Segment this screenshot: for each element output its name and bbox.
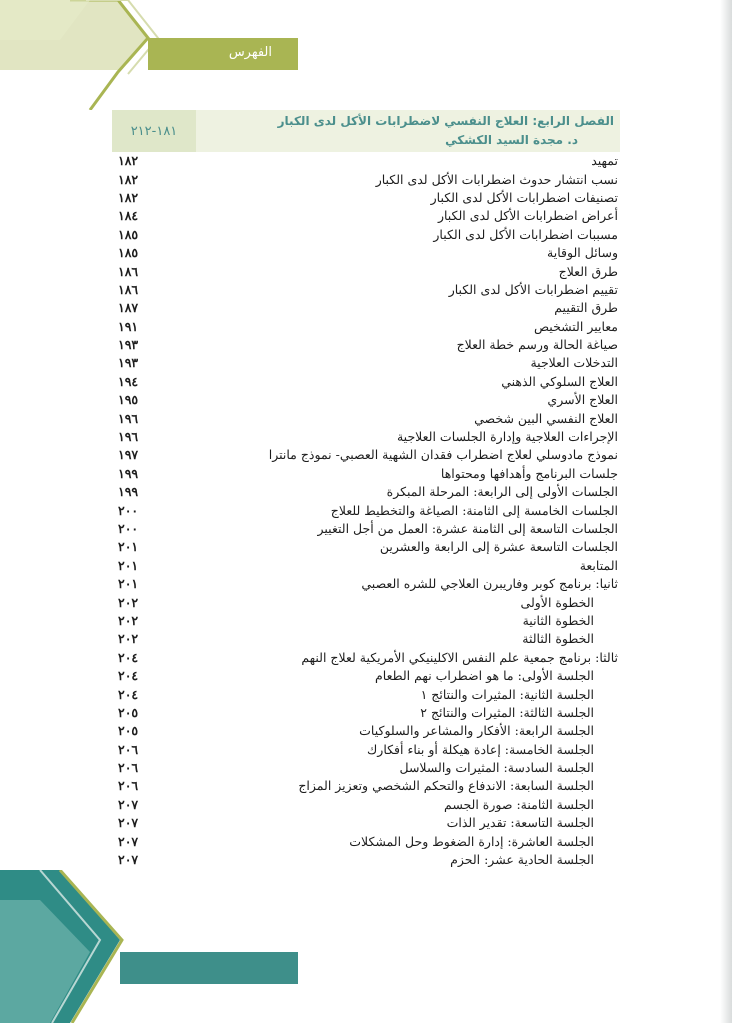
toc-entry: [118, 520, 618, 538]
toc-entry-page: ٢٠٢: [118, 594, 139, 610]
toc-entry: [118, 409, 618, 427]
toc-entry-page: ١٩٣: [118, 355, 139, 371]
toc-entry-page: ١٩٤: [118, 373, 139, 389]
toc-entry-title: معايير التشخيص: [533, 318, 618, 334]
toc-entry-title: صياغة الحالة ورسم خطة العلاج: [456, 337, 618, 353]
toc-entry-title: الجلسة الثانية: المثيرات والنتائج ١: [420, 686, 594, 702]
toc-entry: [118, 299, 618, 317]
toc-entry: [118, 741, 618, 759]
toc-entry-page: ٢٠٤: [118, 686, 139, 702]
toc-entry: [118, 373, 618, 391]
toc-entry-page: ١٨٢: [118, 189, 139, 205]
toc-entry: [118, 207, 618, 225]
toc-entry: [118, 630, 618, 648]
toc-entry: [118, 593, 618, 611]
toc-entry-title: الجلسة الثالثة: المثيرات والنتائج ٢: [420, 704, 594, 720]
toc-entry-title: الخطوة الثالثة: [522, 631, 594, 647]
toc-entry: [118, 446, 618, 464]
toc-entry-page: ٢٠٦: [118, 778, 139, 794]
toc-entry: [118, 722, 618, 740]
toc-entry-title: العلاج الأسري: [547, 392, 618, 408]
toc-entry-title: ثالثا: برنامج جمعية علم النفس الاكلينيكي الأمريكية لعلاج النهم: [301, 649, 618, 665]
toc-entry-page: ١٩٩: [118, 484, 139, 500]
toc-entry-title: العلاج النفسي البين شخصي: [474, 410, 618, 426]
toc-entry-title: الجلسات التاسعة إلى الثامنة عشرة: العمل من أجل التغيير: [317, 521, 618, 536]
toc-entry-title: جلسات البرنامج وأهدافها ومحتواها: [440, 465, 618, 481]
toc-entry-page: ١٩٩: [118, 465, 139, 481]
toc-entry-title: وسائل الوقاية: [547, 245, 618, 261]
toc-entry: [118, 667, 618, 685]
chapter-page-range: ١٨١-٢١٢: [112, 110, 196, 152]
toc-entry-page: ١٨٤: [118, 208, 139, 224]
toc-entry-title: تصنيفات اضطرابات الأكل لدى الكبار: [430, 189, 618, 205]
toc-entry: [118, 428, 618, 446]
toc-entry: [118, 557, 618, 575]
toc-entry: [118, 501, 618, 519]
toc-entry: [118, 649, 618, 667]
toc-entry-page: ١٩٣: [118, 337, 139, 353]
toc-entry-page: ١٨٦: [118, 281, 139, 297]
toc-entry-page: ١٨٢: [118, 153, 139, 169]
toc-entry-page: ١٩٦: [118, 429, 139, 445]
toc-entry-page: ٢٠٧: [118, 852, 139, 868]
toc-entry-title: الخطوة الأولى: [520, 594, 594, 610]
toc-entry: [118, 814, 618, 832]
toc-entry-title: نموذج مادوسلي لعلاج اضطراب فقدان الشهية العصبي- نموذج مانترا: [268, 447, 618, 463]
toc-entry: [118, 336, 618, 354]
toc-entry-page: ٢٠٤: [118, 649, 139, 665]
toc-entry: [118, 170, 618, 188]
toc-entry-page: ٢٠٠: [118, 521, 139, 536]
toc-entry-page: ٢٠١: [118, 539, 139, 555]
toc-entry: [118, 244, 618, 262]
footer-bar: [120, 952, 298, 984]
toc-entry-page: ٢٠٧: [118, 796, 139, 812]
toc-entry-title: المتابعة: [579, 557, 618, 573]
toc-entry: [118, 483, 618, 501]
toc-entry-title: الجلسات التاسعة عشرة إلى الرابعة والعشرين: [379, 539, 618, 555]
toc-entry: [118, 391, 618, 409]
toc-entry: [118, 612, 618, 630]
chapter-title-box: [112, 110, 620, 152]
toc-entry: [118, 226, 618, 244]
toc-entry-title: تقييم اضطرابات الأكل لدى الكبار: [448, 281, 618, 297]
chapter-title: الفصل الرابع: العلاج النفسي لاضطرابات الأكل لدى الكبار: [277, 114, 614, 128]
toc-entry-title: الجلسة الأولى: ما هو اضطراب نهم الطعام: [375, 668, 594, 684]
toc-entry-title: الجلسة التاسعة: تقدير الذات: [446, 815, 594, 831]
toc-entry: [118, 704, 618, 722]
toc-entry-title: الجلسات الأولى إلى الرابعة: المرحلة المبكرة: [386, 484, 618, 500]
toc-entry-page: ٢٠٢: [118, 612, 139, 628]
toc-entry: [118, 318, 618, 336]
toc-entry: [118, 777, 618, 795]
toc-entry: [118, 851, 618, 869]
toc-entry: [118, 354, 618, 372]
toc-entry: [118, 152, 618, 170]
toc-entry: [118, 189, 618, 207]
toc-entry: [118, 465, 618, 483]
toc-entry-page: ٢٠١: [118, 576, 139, 592]
toc-entry-page: ١٨٢: [118, 171, 139, 187]
header-bar: [148, 38, 298, 70]
toc-entry-page: ٢٠١: [118, 557, 139, 573]
toc-entry-title: التدخلات العلاجية: [530, 355, 618, 371]
toc-entry-title: الجلسة الثامنة: صورة الجسم: [444, 796, 594, 812]
toc-entry-page: ١٩١: [118, 318, 139, 334]
toc-entry-title: الجلسة الحادية عشر: الحزم: [450, 852, 594, 868]
toc-entry-page: ٢٠٥: [118, 704, 139, 720]
toc-entry-page: ٢٠٢: [118, 631, 139, 647]
toc-entry: [118, 575, 618, 593]
toc-entry: [118, 262, 618, 280]
toc-entry: [118, 832, 618, 850]
page-edge-shadow: [720, 0, 732, 1023]
toc-entry-title: الإجراءات العلاجية وإدارة الجلسات العلاجية: [396, 429, 618, 445]
toc-entry-title: الجلسة السابعة: الاندفاع والتحكم الشخصي وتعزيز المزاج: [298, 778, 594, 794]
toc-entry-page: ١٩٦: [118, 410, 139, 426]
toc-entry-page: ٢٠٠: [118, 502, 139, 518]
toc-entry-title: طرق التقييم: [554, 300, 618, 316]
toc-entry-title: الجلسة السادسة: المثيرات والسلاسل: [399, 760, 594, 776]
toc-entry-page: ١٩٧: [118, 447, 139, 463]
toc-entry-title: نسب انتشار حدوث اضطرابات الأكل لدى الكبار: [375, 171, 618, 187]
toc-entry-page: ٢٠٦: [118, 741, 139, 757]
toc-entry-title: مسببات اضطرابات الأكل لدى الكبار: [433, 226, 618, 242]
chapter-author: د. مجدة السيد الكشكي: [445, 133, 578, 147]
header-label: الفهرس: [228, 45, 272, 60]
toc-entry-page: ١٨٥: [118, 226, 139, 242]
toc-entry-page: ١٨٧: [118, 300, 139, 316]
bottom-corner-decoration: [0, 870, 320, 1023]
toc-entry-title: الجلسة الرابعة: الأفكار والمشاعر والسلوكيات: [359, 723, 594, 739]
toc-entry-page: ١٨٦: [118, 263, 139, 279]
toc-entry-page: ٢٠٧: [118, 833, 139, 849]
toc-entry-title: العلاج السلوكي الذهني: [501, 373, 618, 389]
toc-entry: [118, 538, 618, 556]
toc-entry-title: الخطوة الثانية: [522, 612, 594, 628]
toc-entry-title: طرق العلاج: [558, 263, 618, 279]
toc-entry-page: ٢٠٦: [118, 760, 139, 776]
toc-entry: [118, 281, 618, 299]
toc-entry-title: تمهيد: [591, 153, 618, 169]
toc-entry-title: الجلسة الخامسة: إعادة هيكلة أو بناء أفكارك: [366, 741, 594, 757]
chapter-heading: [196, 110, 620, 152]
toc-entry-page: ١٩٥: [118, 392, 139, 408]
toc-entry-page: ٢٠٥: [118, 723, 139, 739]
toc-entry: [118, 759, 618, 777]
toc-entry-title: أعراض اضطرابات الأكل لدى الكبار: [437, 208, 618, 224]
toc-entry-title: الجلسة العاشرة: إدارة الضغوط وحل المشكلات: [349, 833, 594, 849]
toc-entry-page: ٢٠٤: [118, 668, 139, 684]
toc-entry: [118, 796, 618, 814]
toc-entry-title: ثانيا: برنامج كوبر وفاريبرن العلاجي للشره العصبي: [361, 576, 618, 592]
toc-entry-page: ١٨٥: [118, 245, 139, 261]
toc-entry-page: ٢٠٧: [118, 815, 139, 831]
toc-entry-title: الجلسات الخامسة إلى الثامنة: الصياغة والتخطيط للعلاج: [330, 502, 618, 518]
toc-list: [118, 152, 618, 869]
toc-entry: [118, 685, 618, 703]
